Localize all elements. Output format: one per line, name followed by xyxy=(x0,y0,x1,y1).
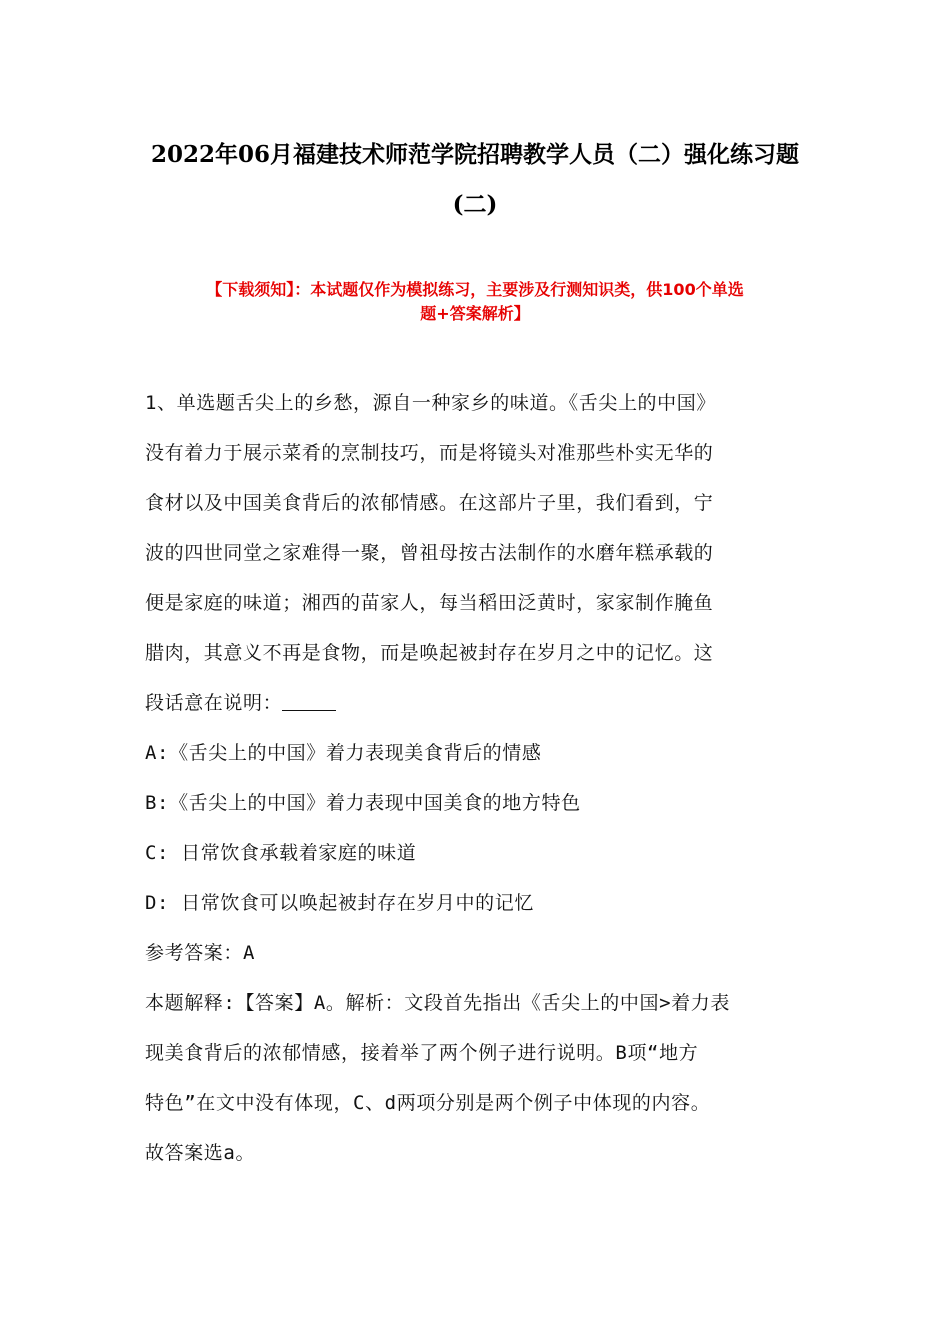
question-stem-line: 没有着力于展示菜肴的烹制技巧，而是将镜头对准那些朴实无华的 xyxy=(145,442,714,464)
page-title: 2022年06月福建技术师范学院招聘教学人员（二）强化练习题 xyxy=(150,141,800,168)
question-stem-line: 便是家庭的味道；湘西的苗家人，每当稻田泛黄时，家家制作腌鱼 xyxy=(145,592,714,614)
option-c: C: 日常饮食承载着家庭的味道 xyxy=(145,842,417,864)
option-a: A:《舌尖上的中国》着力表现美食背后的情感 xyxy=(145,742,542,764)
explanation-line: 本题解释:【答案】A。解析：文段首先指出《舌尖上的中国>着力表 xyxy=(145,992,730,1014)
explanation-line: 故答案选a。 xyxy=(145,1142,256,1164)
question-stem-line: 食材以及中国美食背后的浓郁情感。在这部片子里，我们看到，宁 xyxy=(145,492,714,514)
page-title-suffix: (二) xyxy=(452,191,498,218)
explanation-line: 现美食背后的浓郁情感，接着举了两个例子进行说明。B项“地方 xyxy=(145,1042,699,1064)
explanation-line: 特色”在文中没有体现，C、d两项分别是两个例子中体现的内容。 xyxy=(145,1092,711,1114)
question-stem-line: 段话意在说明： xyxy=(145,692,283,714)
question-stem-last-line xyxy=(145,688,815,715)
question-stem-line: 波的四世同堂之家难得一聚，曾祖母按古法制作的水磨年糕承载的 xyxy=(145,542,714,564)
download-notice-continued: 题+答案解析】 xyxy=(420,304,530,323)
option-d: D: 日常饮食可以唤起被封存在岁月中的记忆 xyxy=(145,892,534,914)
reference-answer: 参考答案：A xyxy=(145,942,256,964)
option-b: B:《舌尖上的中国》着力表现中国美食的地方特色 xyxy=(145,792,581,814)
download-notice: 【下载须知】：本试题仅作为模拟练习，主要涉及行测知识类，供100个单选 xyxy=(206,280,744,299)
question-stem-line: 1、单选题舌尖上的乡愁，源自一种家乡的味道。《舌尖上的中国》 xyxy=(145,392,716,414)
answer-blank xyxy=(282,692,336,711)
question-stem-line: 腊肉，其意义不再是食物，而是唤起被封存在岁月之中的记忆。这 xyxy=(145,642,714,664)
